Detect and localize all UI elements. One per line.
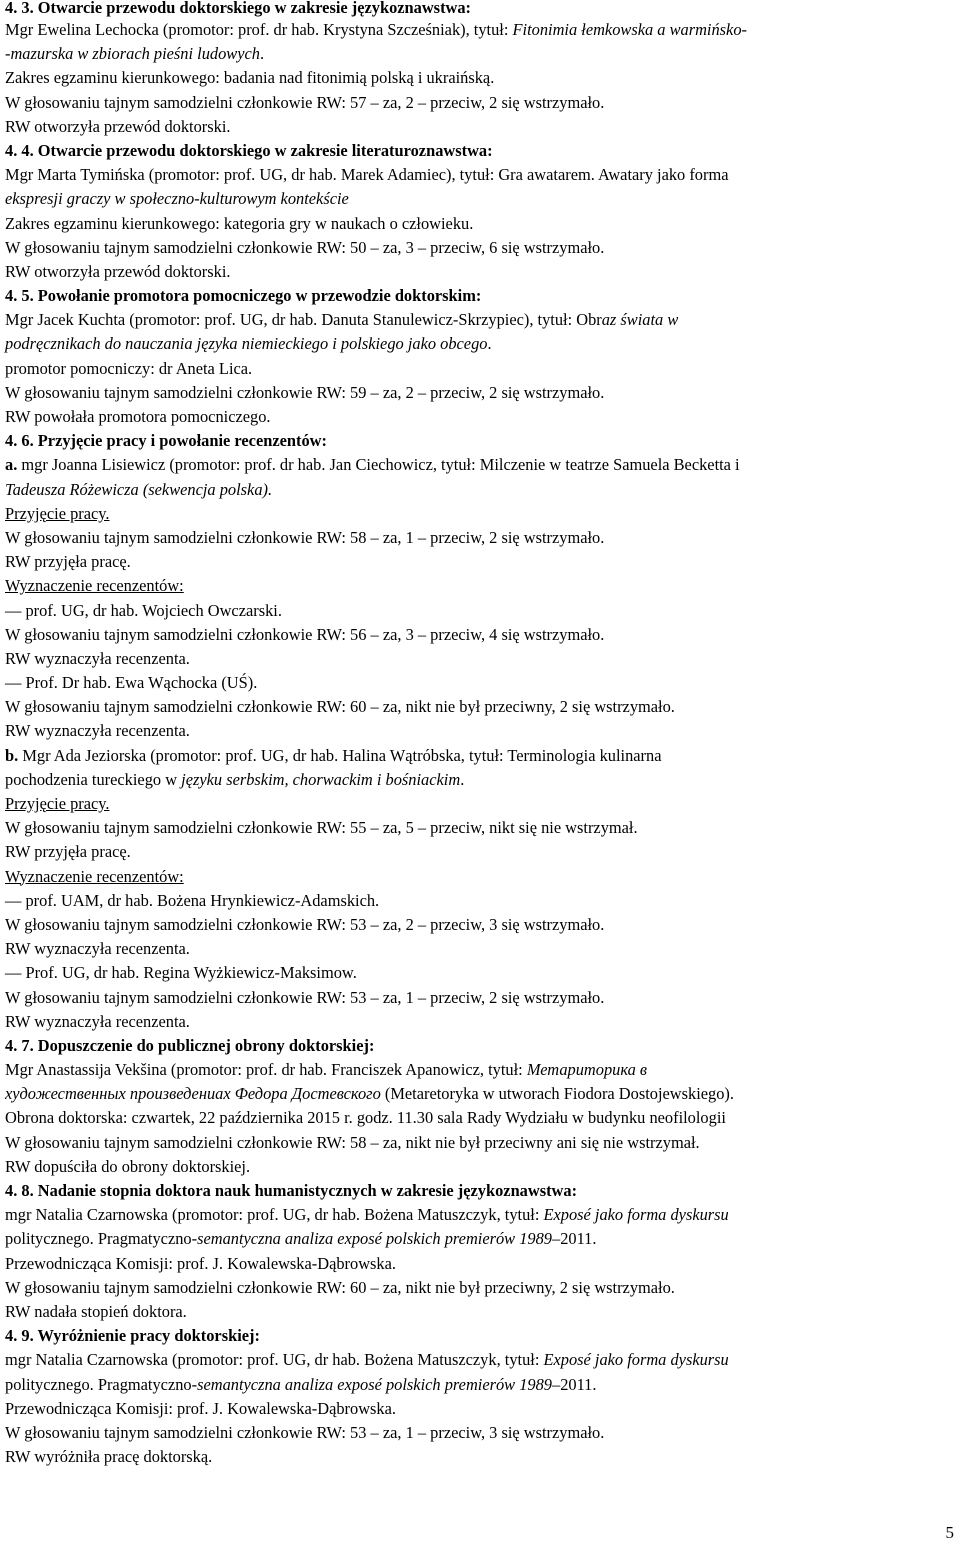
text-run: — prof. UG, dr hab. Wojciech Owczarski.	[5, 600, 282, 620]
text-run: 4. 3. Otwarcie przewodu doktorskiego w zakresie językoznawstwa:	[5, 0, 472, 17]
text-run: Mgr Marta Tymińska (promotor: prof. UG, dr hab. Marek Adamiec), tytuł: Gra awatarem. Awatary jako forma	[5, 165, 729, 185]
text-line	[5, 816, 955, 840]
text-run: 4. 4. Otwarcie przewodu doktorskiego w zakresie literaturoznawstwa:	[5, 140, 493, 160]
text-run: 4. 5. Powołanie promotora pomocniczego w przewodzie doktorskim:	[5, 286, 482, 306]
text-line	[5, 1131, 955, 1155]
text-run: RW wyróżniła pracę doktorską.	[5, 1447, 213, 1467]
text-run: Mgr Ada Jeziorska (promotor: prof. UG, dr hab. Halina Wątróbska, tytuł: Terminologia kulinarna	[18, 745, 662, 765]
text-run: –2011.	[552, 1374, 597, 1394]
text-run: Fitonimia łemkowska a warmińsko-	[512, 20, 747, 39]
text-run: RW otworzyła przewód doktorski.	[5, 261, 231, 281]
text-run: semantyczna analiza exposé polskich premierów 1989	[197, 1374, 552, 1394]
text-run: W głosowaniu tajnym samodzielni członkowie RW: 56 – za, 3 – przeciw, 4 się wstrzymało.	[5, 624, 605, 644]
text-line	[5, 502, 955, 526]
text-line	[5, 236, 955, 260]
text-line	[5, 284, 955, 308]
text-run: b.	[5, 745, 19, 765]
text-line	[5, 332, 955, 356]
text-run: (Metaretoryka w utworach Fiodora Dostojewskiego).	[380, 1084, 734, 1104]
text-run: RW wyznaczyła recenzenta.	[5, 1011, 190, 1031]
text-line	[5, 66, 955, 90]
text-run: W głosowaniu tajnym samodzielni członkowie RW: 50 – za, 3 – przeciw, 6 się wstrzymało.	[5, 237, 605, 257]
text-line	[5, 1058, 955, 1082]
text-run: Przyjęcie pracy.	[5, 794, 110, 813]
text-line	[5, 695, 955, 719]
text-line	[5, 1106, 955, 1130]
text-line	[5, 1010, 955, 1034]
text-run: W głosowaniu tajnym samodzielni członkowie RW: 59 – za, 2 – przeciw, 2 się wstrzymało.	[5, 382, 605, 402]
text-run: RW wyznaczyła recenzenta.	[5, 939, 190, 959]
text-run: języku serbskim, chorwackim i bośniackim	[181, 769, 461, 789]
text-run: Przyjęcie pracy.	[5, 503, 110, 523]
text-line	[5, 913, 955, 937]
text-run: RW nadała stopień doktora.	[5, 1301, 187, 1321]
text-line	[5, 139, 955, 163]
text-line	[5, 865, 955, 889]
text-line	[5, 18, 955, 42]
text-run: Wyznaczenie recenzentów:	[5, 866, 184, 886]
text-run: W głosowaniu tajnym samodzielni członkowie RW: 57 – za, 2 – przeciw, 2 się wstrzymało.	[5, 92, 605, 112]
text-line	[5, 574, 955, 598]
text-run: W głosowaniu tajnym samodzielni członkowie RW: 58 – za, 1 – przeciw, 2 się wstrzymało.	[5, 527, 605, 547]
text-run: W głosowaniu tajnym samodzielni członkowie RW: 58 – za, nikt nie był przeciwny ani się nie wstrzymał.	[5, 1132, 700, 1152]
text-run: Exposé jako forma dyskursu	[543, 1205, 729, 1225]
text-line	[5, 405, 955, 429]
text-line	[5, 478, 955, 502]
text-run: mgr Natalia Czarnowska (promotor: prof. UG, dr hab. Bożena Matuszczyk, tytuł:	[5, 1350, 544, 1370]
text-line	[5, 1082, 955, 1106]
text-run: 4. 9. Wyróżnienie pracy doktorskiej:	[5, 1326, 260, 1346]
text-line	[5, 1227, 955, 1251]
text-run: Przewodnicząca Komisji: prof. J. Kowalewska-Dąbrowska.	[5, 1253, 396, 1273]
text-line	[5, 647, 955, 671]
text-run: RW dopuściła do obrony doktorskiej.	[5, 1156, 251, 1176]
text-line	[5, 1034, 955, 1058]
text-run: — prof. UAM, dr hab. Bożena Hrynkiewicz-Adamskich.	[5, 890, 380, 910]
text-line	[5, 381, 955, 405]
text-line	[5, 719, 955, 743]
text-run: Mgr Anastassija Vekšina (promotor: prof. dr hab. Franciszek Apanowicz, tytuł:	[5, 1060, 527, 1080]
text-line	[5, 1348, 955, 1372]
text-line	[5, 623, 955, 647]
text-run: Obrona doktorska: czwartek, 22 października 2015 r. godz. 11.30 sala Rady Wydziału w budynku neofilologii	[5, 1108, 726, 1128]
text-run: — Prof. UG, dr hab. Regina Wyżkiewicz-Maksimow.	[5, 963, 357, 983]
document-body	[5, 0, 955, 1469]
text-line	[5, 937, 955, 961]
text-run: 4. 6. Przyjęcie pracy i powołanie recenzentów:	[5, 431, 327, 451]
text-line	[5, 889, 955, 913]
text-run: 4. 7. Dopuszczenie do publicznej obrony doktorskiej:	[5, 1035, 375, 1055]
text-run: Метариторика в	[526, 1060, 648, 1080]
text-line	[5, 1276, 955, 1300]
text-line	[5, 357, 955, 381]
text-line	[5, 91, 955, 115]
text-run: художественных произведениах Федора Достевского	[5, 1084, 381, 1104]
text-line	[5, 42, 955, 66]
text-run: pochodzenia tureckiego w	[5, 769, 182, 789]
text-run: promotor pomocniczy: dr Aneta Lica.	[5, 358, 253, 378]
text-line	[5, 1373, 955, 1397]
text-run: mgr Natalia Czarnowska (promotor: prof. UG, dr hab. Bożena Matuszczyk, tytuł:	[5, 1205, 544, 1225]
text-run: mgr Joanna Lisiewicz (promotor: prof. dr hab. Jan Ciechowicz, tytuł: Milczenie w teatrze Samuela Becketta i	[17, 455, 740, 475]
text-run: W głosowaniu tajnym samodzielni członkowie RW: 53 – za, 1 – przeciw, 3 się wstrzymało.	[5, 1422, 605, 1442]
text-line	[5, 115, 955, 139]
text-line	[5, 599, 955, 623]
text-run: politycznego. Pragmatyczno-	[5, 1374, 198, 1394]
text-run: W głosowaniu tajnym samodzielni członkowie RW: 53 – za, 1 – przeciw, 2 się wstrzymało.	[5, 987, 605, 1007]
text-run: Mgr Jacek Kuchta (promotor: prof. UG, dr hab. Danuta Stanulewicz-Skrzypiec), tytuł: Obr	[5, 310, 602, 330]
text-run: a.	[5, 455, 18, 475]
text-line	[5, 744, 955, 768]
text-run: RW wyznaczyła recenzenta.	[5, 721, 190, 741]
text-line	[5, 1179, 955, 1203]
text-line	[5, 453, 955, 477]
text-line	[5, 768, 955, 792]
text-run: –2011.	[552, 1229, 597, 1249]
text-run: Zakres egzaminu kierunkowego: kategoria gry w naukach o człowieku.	[5, 213, 474, 233]
text-run: — Prof. Dr hab. Ewa Wąchocka (UŚ).	[5, 673, 258, 693]
text-run: W głosowaniu tajnym samodzielni członkowie RW: 53 – za, 2 – przeciw, 3 się wstrzymało.	[5, 914, 605, 934]
text-run: Wyznaczenie recenzentów:	[5, 576, 184, 596]
text-line	[5, 429, 955, 453]
text-run: RW wyznaczyła recenzenta.	[5, 648, 190, 668]
text-line	[5, 1421, 955, 1445]
text-run: .	[460, 769, 465, 789]
text-line	[5, 1155, 955, 1179]
text-run: .	[259, 44, 265, 64]
text-line	[5, 260, 955, 284]
text-line	[5, 1324, 955, 1348]
text-line	[5, 212, 955, 236]
text-run: .	[487, 334, 492, 354]
text-line	[5, 1252, 955, 1276]
text-run: semantyczna analiza exposé polskich premierów 1989	[197, 1229, 552, 1249]
text-run: RW powołała promotora pomocniczego.	[5, 407, 271, 426]
text-line	[5, 1397, 955, 1421]
text-line	[5, 1445, 955, 1469]
text-run: Zakres egzaminu kierunkowego: badania nad fitonimią polską i ukraińską.	[5, 68, 495, 88]
page-number: 5	[945, 1523, 954, 1542]
text-line	[5, 671, 955, 695]
text-run: 4. 8. Nadanie stopnia doktora nauk humanistycznych w zakresie językoznawstwa:	[5, 1181, 578, 1200]
text-line	[5, 187, 955, 211]
text-run: RW przyjęła pracę.	[5, 552, 131, 572]
text-run: RW otworzyła przewód doktorski.	[5, 116, 231, 136]
text-line	[5, 1203, 955, 1227]
text-line	[5, 792, 955, 816]
text-line	[5, 308, 955, 332]
text-run: az świata w	[601, 310, 679, 330]
text-run: RW przyjęła pracę.	[5, 842, 131, 862]
text-line	[5, 163, 955, 187]
text-run: Exposé jako forma dyskursu	[543, 1350, 729, 1370]
text-line	[5, 961, 955, 985]
text-line	[5, 0, 955, 18]
text-line	[5, 840, 955, 864]
text-line	[5, 526, 955, 550]
text-run: -mazurska w zbiorach pieśni ludowych	[5, 44, 260, 64]
text-run: ekspresji graczy w społeczno-kulturowym kontekście	[5, 189, 349, 209]
text-line	[5, 1300, 955, 1324]
text-run: Mgr Ewelina Lechocka (promotor: prof. dr hab. Krystyna Szcześniak), tytuł:	[5, 20, 513, 39]
text-run: W głosowaniu tajnym samodzielni członkowie RW: 60 – za, nikt nie był przeciwny, 2 się wstrzymało.	[5, 697, 675, 717]
text-line	[5, 986, 955, 1010]
text-line	[5, 550, 955, 574]
text-run: politycznego. Pragmatyczno-	[5, 1229, 198, 1249]
text-run: podręcznikach do nauczania języka niemieckiego i polskiego jako obcego	[5, 334, 488, 354]
text-run: Tadeusza Różewicza (sekwencja polska).	[5, 479, 273, 499]
text-run: Przewodnicząca Komisji: prof. J. Kowalewska-Dąbrowska.	[5, 1398, 396, 1418]
text-run: W głosowaniu tajnym samodzielni członkowie RW: 55 – za, 5 – przeciw, nikt się nie wstrzymał.	[5, 818, 638, 838]
text-run: W głosowaniu tajnym samodzielni członkowie RW: 60 – za, nikt nie był przeciwny, 2 się wstrzymało.	[5, 1277, 675, 1297]
